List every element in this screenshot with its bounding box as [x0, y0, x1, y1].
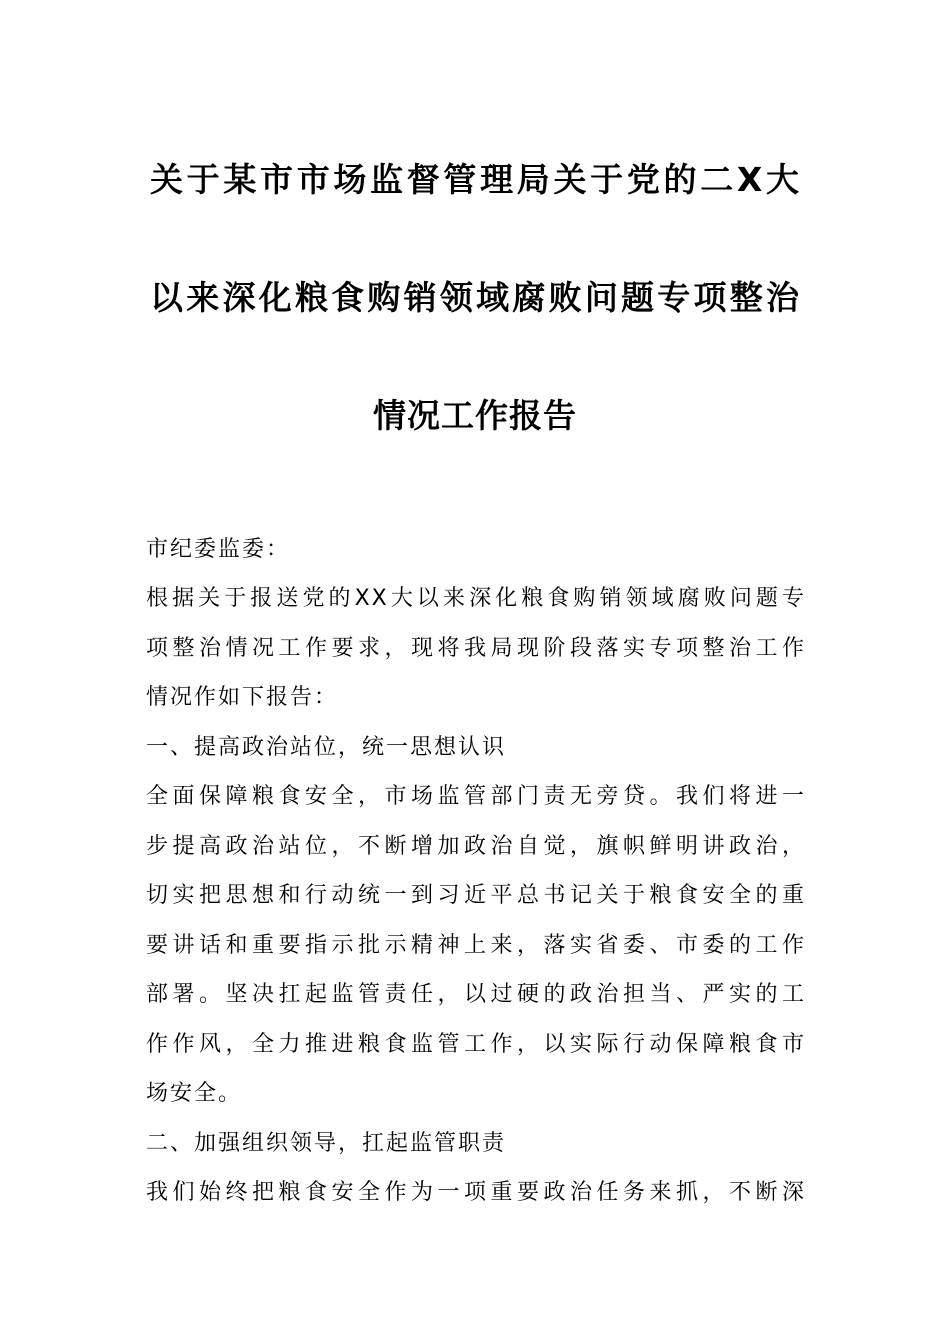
body-line: 部署。坚决扛起监管责任，以过硬的政治担当、严实的工	[146, 982, 806, 1007]
body-line: 根据关于报送党的XX大以来深化粮食购销领域腐败问题专	[146, 586, 806, 611]
document-title-line-1: 关于某市市场监督管理局关于党的二X大	[150, 160, 800, 199]
body-line: 作作风，全力推进粮食监管工作，以实际行动保障粮食市	[146, 1032, 806, 1057]
body-line: 全面保障粮食安全，市场监管部门责无旁贷。我们将进一	[146, 784, 806, 809]
body-line: 我们始终把粮食安全作为一项重要政治任务来抓，不断深	[146, 1180, 806, 1205]
document-title-line-3: 情况工作报告	[373, 396, 577, 435]
body-line: 切实把思想和行动统一到习近平总书记关于粮食安全的重	[146, 883, 806, 908]
body-line: 情况作如下报告：	[146, 685, 339, 710]
body-line: 步提高政治站位，不断增加政治自觉，旗帜鲜明讲政治，	[146, 834, 806, 859]
salutation: 市纪委监委：	[146, 537, 291, 562]
body-line: 要讲话和重要指示批示精神上来，落实省委、市委的工作	[146, 933, 806, 958]
body-line: 项整治情况工作要求，现将我局现阶段落实专项整治工作	[146, 636, 806, 661]
body-line: 场安全。	[146, 1081, 243, 1106]
section-heading-1: 一、提高政治站位，统一思想认识	[146, 735, 507, 760]
document-title-line-2: 以来深化粮食购销领域腐败问题专项整治	[150, 278, 800, 317]
section-heading-2: 二、加强组织领导，扛起监管职责	[146, 1131, 507, 1156]
